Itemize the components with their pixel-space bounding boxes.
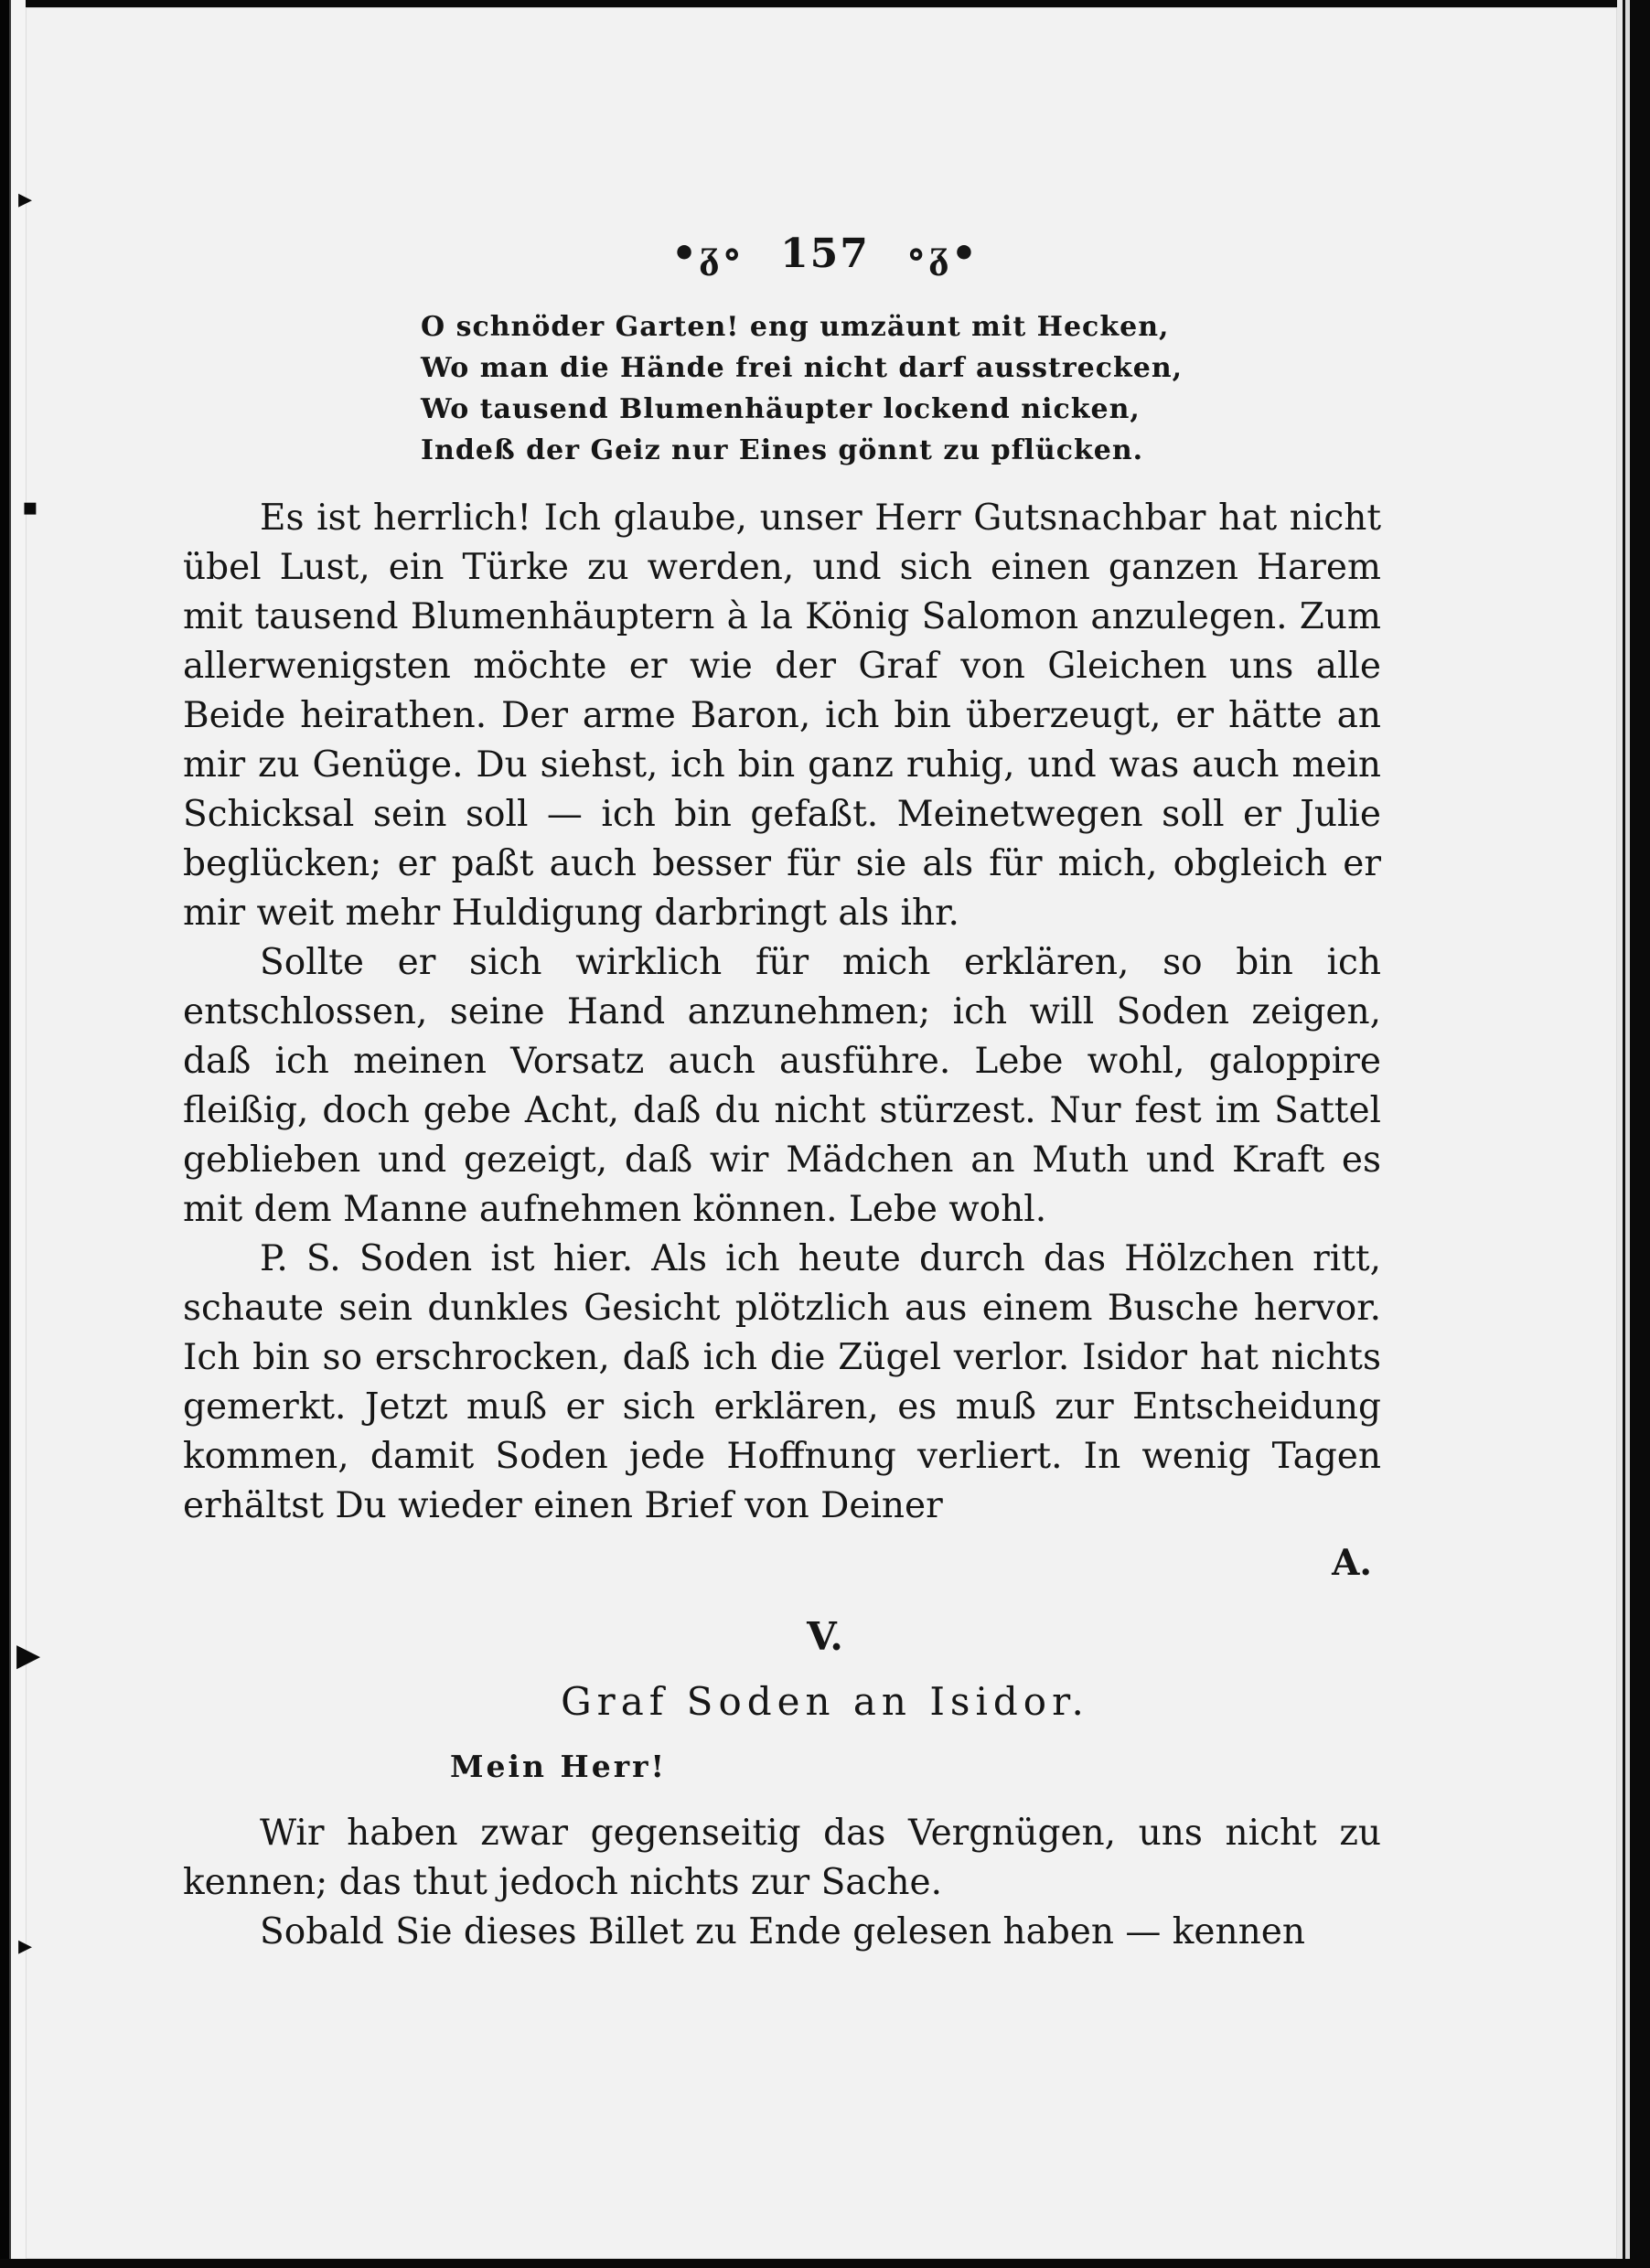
margin-marker-icon: ▸ [18, 1930, 33, 1962]
paragraph: Sobald Sie dieses Billet zu Ende gelesen haben — kennen [260, 1911, 1305, 1952]
chapter-body [183, 1809, 1381, 1957]
ornament-left-icon: •ᵹ∘ [670, 230, 745, 277]
ornament-right-icon: ∘ᵹ• [905, 230, 980, 277]
scan-border-right [1617, 0, 1650, 2268]
page-number: 157 [780, 230, 870, 277]
verse-line: Wo man die Hände frei nicht darf ausstrecken, [421, 352, 1184, 384]
margin-marker-icon: ▸ [18, 183, 33, 215]
verse-line: Indeß der Geiz nur Eines gönnt zu pflücken. [421, 434, 1144, 466]
margin-marker-icon: ▶ [16, 1637, 41, 1674]
scan-border-left [0, 0, 26, 2268]
page-header [0, 230, 1650, 277]
paragraph: Es ist herrlich! Ich glaube, unser Herr Gutsnachbar hat nicht übel Lust, ein Türke zu werden, und sich einen ganzen Harem mit tausend Blumenhäuptern à la König Salomon anzulegen. Zum allerwenigsten möchte er wie der Graf von Gleichen uns alle Beide heirathen. Der arme Baron, ich bin überzeugt, er hätte an mir zu Genüge. Du siehst, ich bin ganz ruhig, und was auch mein Schicksal sein soll — ich bin gefaßt. Meinetwegen soll er Julie beglücken; er paßt auch besser für sie als für mich, obgleich er mir weit mehr Huldigung darbringt als ihr. [183, 497, 1381, 934]
scan-border-top [0, 0, 1650, 7]
chapter-title: Graf Soden an Isidor. [561, 1679, 1089, 1724]
salutation: Mein Herr! [450, 1749, 667, 1784]
verse-block [421, 306, 1244, 471]
verse-line: Wo tausend Blumenhäupter lockend nicken, [421, 393, 1141, 425]
paragraph: Sollte er sich wirklich für mich erklären, so bin ich entschlossen, seine Hand anzunehmen; ich will Soden zeigen, daß ich meinen Vorsatz auch ausführe. Lebe wohl, galoppire fleißig, doch gebe Acht, daß du nicht stürzest. Nur fest im Sattel geblieben und gezeigt, daß wir Mädchen an Muth und Kraft es mit dem Manne aufnehmen können. Lebe wohl. [183, 942, 1381, 1230]
scan-border-bottom [0, 2259, 1650, 2268]
margin-marker-icon: ▪ [22, 494, 38, 521]
verse-line: O schnöder Garten! eng umzäunt mit Hecken, [421, 311, 1170, 343]
letter-body [183, 494, 1381, 1588]
signature: A. [1332, 1542, 1372, 1584]
paragraph: Wir haben zwar gegenseitig das Vergnügen, uns nicht zu kennen; das thut jedoch nichts zur Sache. [183, 1813, 1381, 1903]
chapter-numeral: V. [807, 1614, 843, 1659]
paragraph: P. S. Soden ist hier. Als ich heute durch das Hölzchen ritt, schaute sein dunkles Gesicht plötzlich aus einem Busche hervor. Ich bin so erschrocken, daß ich die Zügel verlor. Isidor hat nichts gemerkt. Jetzt muß er sich erklären, es muß zur Entscheidung kommen, damit Soden jede Hoffnung verliert. In wenig Tagen erhältst Du wieder einen Brief von Deiner [183, 1238, 1381, 1526]
